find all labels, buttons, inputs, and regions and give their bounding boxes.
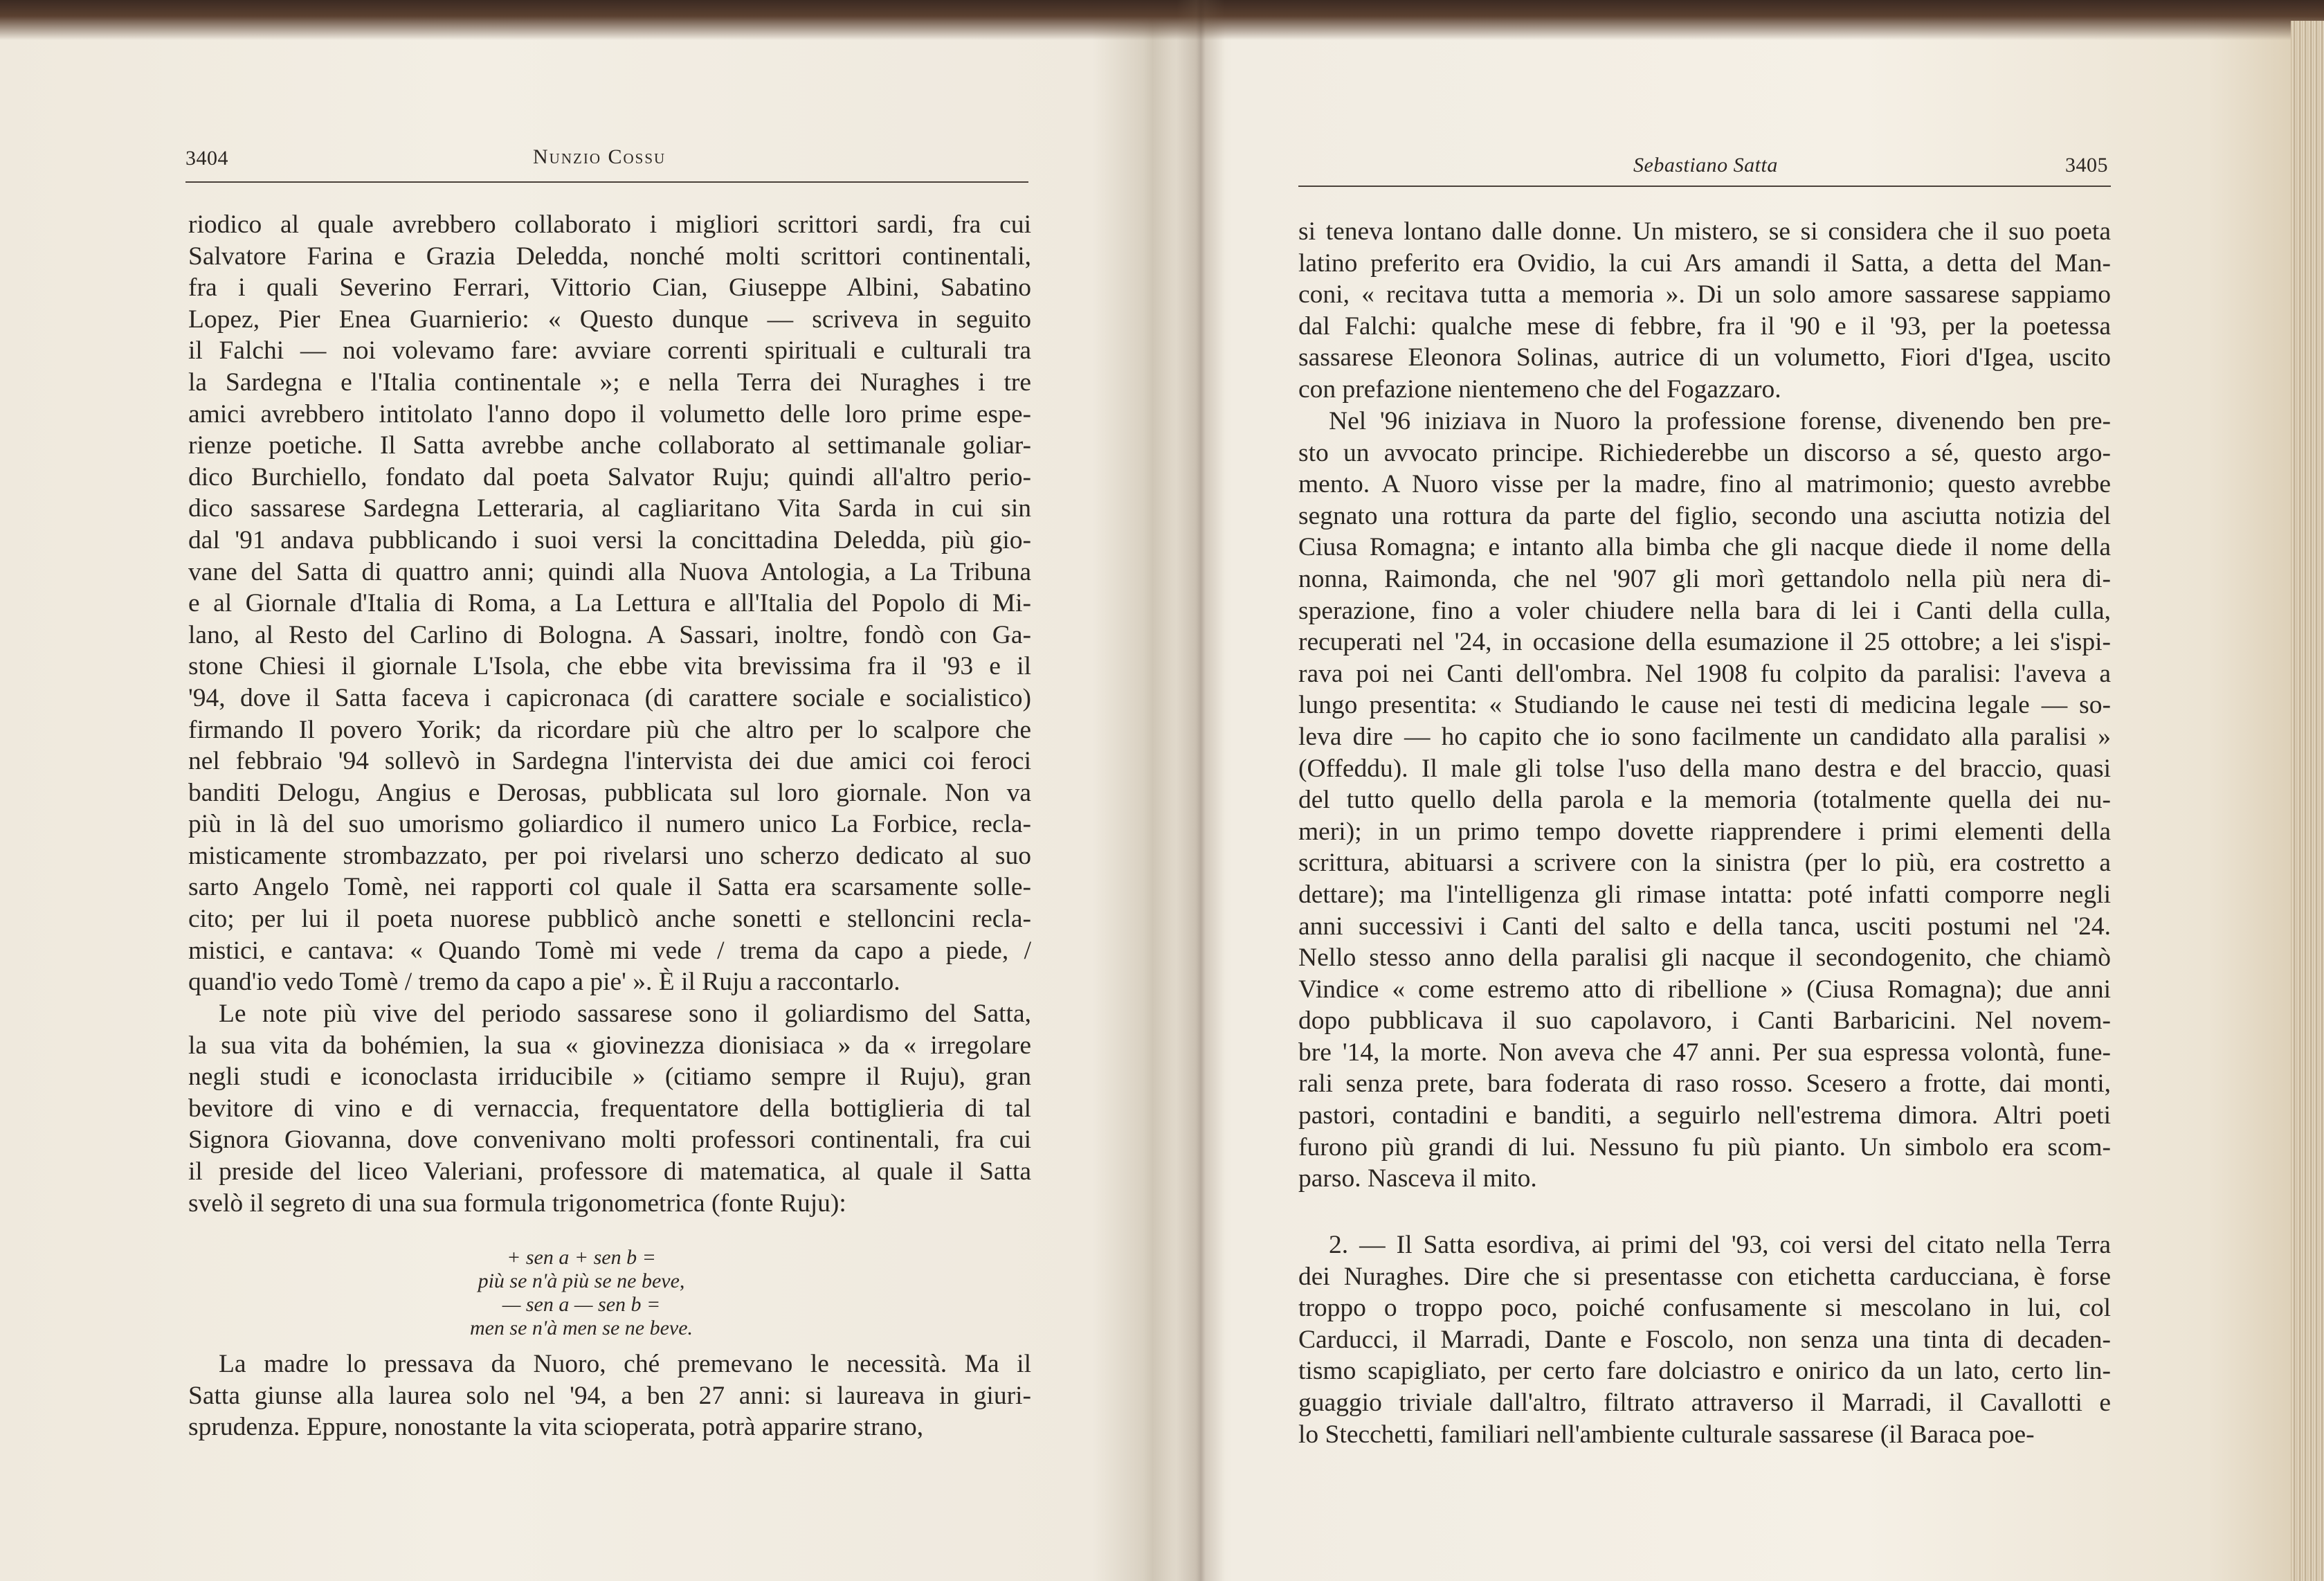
text-line: (Offeddu). Il male gli tolse l'uso della mano destra e del braccio, quasi xyxy=(1298,754,2111,783)
right-paragraph-2 xyxy=(1298,406,2111,1195)
text-line: scrittura, abituarsi a scrivere con la sinistra (per lo più, era costretto a xyxy=(1298,849,2111,878)
text-line: Le note più vive del periodo sassarese sono il goliardismo del Satta, xyxy=(219,1000,1031,1028)
left-running-head: Nunzio Cossu xyxy=(533,145,666,168)
text-line: la sua vita da bohémien, la sua « giovinezza dionisiaca » da « irregolare xyxy=(188,1031,1031,1060)
text-line: lo Stecchetti, familiari nell'ambiente culturale sassarese (il Baraca poe- xyxy=(1298,1420,2035,1449)
text-line: bevitore di vino e di vernaccia, frequentatore della bottiglieria di tal xyxy=(188,1094,1031,1123)
text-line: anni successivi i Canti del salto e della tanca, usciti postumi nel '24. xyxy=(1298,912,2111,941)
text-line: rava poi nei Canti dell'ombra. Nel 1908 fu colpito da paralisi: l'aveva a xyxy=(1298,659,2111,688)
text-line: meri); in un primo tempo dovette riapprendere i primi elementi della xyxy=(1298,817,2111,846)
text-line: parso. Nasceva il mito. xyxy=(1298,1164,1537,1193)
text-line: nonna, Raimonda, che nel '907 gli morì gettandolo nella più nera di- xyxy=(1298,564,2111,593)
formula-line: men se n'à men se ne beve. xyxy=(469,1317,693,1339)
text-line: tismo scapigliato, per certo fare dolciastro e onirico da un lato, certo lin- xyxy=(1298,1357,2111,1386)
right-paragraph-1 xyxy=(1298,216,2111,406)
text-line: dopo pubblicava il suo capolavoro, i Canti Barbaricini. Nel novem- xyxy=(1298,1006,2111,1036)
formula-line: — sen a — sen b = xyxy=(502,1293,661,1316)
formula-line: più se n'à più se ne beve, xyxy=(478,1270,685,1292)
text-line: dei Nuraghes. Dire che si presentasse con etichetta carducciana, è forse xyxy=(1298,1262,2111,1291)
text-line: cito; per lui il poeta nuorese pubblicò anche sonetti e stelloncini recla- xyxy=(188,905,1031,934)
text-line: leva dire — ho capito che io sono facilmente un candidato alla paralisi » xyxy=(1298,722,2111,751)
text-line: segnato una rottura da parte del figlio, secondo una asciutta notizia del xyxy=(1298,501,2111,530)
text-line: rali senza prete, bara foderata di raso rosso. Scesero a frotte, dai monti, xyxy=(1298,1069,2111,1099)
text-line: guaggio triviale dall'altro, filtrato attraverso il Marradi, il Cavallotti e xyxy=(1298,1388,2111,1417)
text-line: fra i quali Severino Ferrari, Vittorio Cian, Giuseppe Albini, Sabatino xyxy=(188,273,1031,302)
right-page-number: 3405 xyxy=(2065,154,2108,177)
text-line: riodico al quale avrebbero collaborato i migliori scrittori sardi, fra cui xyxy=(188,210,1031,239)
text-line: sperazione, fino a voler chiudere nella bara di lei i Canti della culla, xyxy=(1298,596,2111,625)
text-line: si teneva lontano dalle donne. Un mistero, se si considera che il suo poeta xyxy=(1298,217,2111,246)
text-line: svelò il segreto di una sua formula trigonometrica (fonte Ruju): xyxy=(188,1189,846,1218)
text-line: e al Giornale d'Italia di Roma, a La Lettura e all'Italia del Popolo di Mi- xyxy=(188,589,1031,618)
text-line: il Falchi — noi volevamo fare: avviare correnti spirituali e culturali tra xyxy=(188,336,1031,365)
text-line: furono più grandi di lui. Nessuno fu più pianto. Un simbolo era scom- xyxy=(1298,1132,2111,1162)
text-line: mistici, e cantava: « Quando Tomè mi vede / trema da capo a piede, / xyxy=(188,936,1031,965)
text-line: banditi Delogu, Angius e Derosas, pubblicata sul loro giornale. Non va xyxy=(188,778,1031,807)
text-line: troppo o troppo poco, poiché confusamente si mescolano in lui, col xyxy=(1298,1294,2111,1323)
text-line: vane del Satta di quattro anni; quindi alla Nuova Antologia, a La Tribuna xyxy=(188,557,1031,586)
text-line: Vindice « come estremo atto di ribellione » (Ciusa Romagna); due anni xyxy=(1298,975,2111,1004)
text-line: Salvatore Farina e Grazia Deledda, nonché molti scrittori continentali, xyxy=(188,242,1031,271)
text-line: dico Burchiello, fondato dal poeta Salvator Ruju; quindi all'altro perio- xyxy=(188,462,1031,491)
text-line: sprudenza. Eppure, nonostante la vita scioperata, potrà apparire strano, xyxy=(188,1413,924,1442)
left-paragraph-3 xyxy=(188,1348,1031,1443)
text-line: pastori, contadini e banditi, a seguirlo nell'estrema dimora. Altri poeti xyxy=(1298,1101,2111,1130)
text-line: recuperati nel '24, in occasione della esumazione il 25 ottobre; a lei s'ispi- xyxy=(1298,628,2111,657)
left-paragraph-2 xyxy=(188,998,1031,1219)
text-line: nel febbraio '94 sollevò in Sardegna l'intervista dei due amici coi feroci xyxy=(188,747,1031,776)
text-line: negli studi e iconoclasta irriducibile » (citiamo sempre il Ruju), gran xyxy=(188,1063,1031,1092)
left-page-number: 3404 xyxy=(185,147,228,170)
right-header-rule xyxy=(1298,186,2111,187)
text-line: Lopez, Pier Enea Guarnierio: « Questo dunque — scriveva in seguito xyxy=(188,305,1031,334)
text-line: Satta giunse alla laurea solo nel '94, a ben 27 anni: si laureava in giuri- xyxy=(188,1381,1031,1410)
text-line: sto un avvocato principe. Richiederebbe un discorso a sé, questo argo- xyxy=(1298,438,2111,467)
text-line: coni, « recitava tutta a memoria ». Di un solo amore sassarese sappiamo xyxy=(1298,280,2111,309)
text-line: quand'io vedo Tomè / tremo da capo a pie' ». È il Ruju a raccontarlo. xyxy=(188,968,900,997)
text-line: La madre lo pressava da Nuoro, ché premevano le necessità. Ma il xyxy=(219,1350,1031,1378)
text-line: stone Chiesi il giornale L'Isola, che ebbe vita brevissima fra il '93 e il xyxy=(188,652,1031,681)
text-line: Ciusa Romagna; e intanto alla bimba che gli nacque diede il nome della xyxy=(1298,533,2111,562)
text-line: rienze poetiche. Il Satta avrebbe anche collaborato al settimanale goliar- xyxy=(188,431,1031,460)
text-line: latino preferito era Ovidio, la cui Ars amandi il Satta, a detta del Man- xyxy=(1298,249,2111,278)
trig-formula xyxy=(388,1246,775,1340)
left-header-rule xyxy=(185,181,1028,183)
book-spine xyxy=(1177,0,1225,1581)
text-line: la Sardegna e l'Italia continentale »; e nella Terra dei Nuraghes i tre xyxy=(188,368,1031,397)
text-line: '94, dove il Satta faceva i capicronaca (di carattere sociale e socialistico) xyxy=(188,683,1031,712)
text-line: misticamente strombazzato, per poi rivelarsi uno scherzo dedicato al suo xyxy=(188,841,1031,870)
right-paragraph-3 xyxy=(1298,1229,2111,1450)
text-line: amici avrebbero intitolato l'anno dopo il volumetto delle loro prime espe- xyxy=(188,399,1031,428)
formula-line: + sen a + sen b = xyxy=(507,1246,656,1269)
text-line: Nello stesso anno della paralisi gli nacque il secondogenito, che chiamò xyxy=(1298,943,2111,973)
text-line: dal Falchi: qualche mese di febbre, fra il '90 e il '93, per la poetessa xyxy=(1298,311,2111,341)
right-running-head: Sebastiano Satta xyxy=(1633,154,1778,177)
text-line: con prefazione nientemeno che del Fogazzaro. xyxy=(1298,374,1781,404)
text-line: più in là del suo umorismo goliardico il numero unico La Forbice, recla- xyxy=(188,810,1031,839)
text-line: Signora Giovanna, dove convenivano molti professori continentali, fra cui xyxy=(188,1126,1031,1155)
text-line: dal '91 andava pubblicando i suoi versi la concittadina Deledda, più gio- xyxy=(188,525,1031,554)
text-line: firmando Il povero Yorik; da ricordare più che altro per lo scalpore che xyxy=(188,715,1031,744)
text-line: dico sassarese Sardegna Letteraria, al cagliaritano Vita Sarda in cui sin xyxy=(188,494,1031,523)
text-line: mento. A Nuoro visse per la madre, fino al matrimonio; questo avrebbe xyxy=(1298,470,2111,499)
text-line: sarto Angelo Tomè, nei rapporti col quale il Satta era scarsamente solle- xyxy=(188,873,1031,902)
text-line: sassarese Eleonora Solinas, autrice di un volumetto, Fiori d'Igea, uscito xyxy=(1298,343,2111,372)
text-line: lungo presentita: « Studiando le cause nei testi di medicina legale — so- xyxy=(1298,691,2111,720)
left-paragraph-1 xyxy=(188,209,1031,998)
text-line: Carducci, il Marradi, Dante e Foscolo, non senza una tinta di decaden- xyxy=(1298,1325,2111,1354)
text-line: dettare); ma l'intelligenza gli rimase intatta: poté infatti comporre negli xyxy=(1298,880,2111,909)
text-line: il preside del liceo Valeriani, professore di matematica, al quale il Satta xyxy=(188,1157,1031,1186)
text-line: lano, al Resto del Carlino di Bologna. A Sassari, inoltre, fondò con Ga- xyxy=(188,620,1031,649)
text-line: Nel '96 iniziava in Nuoro la professione forense, divenendo ben pre- xyxy=(1329,407,2111,435)
binding-shadow xyxy=(0,0,2324,40)
text-line: del tutto quello della parola e la memoria (totalmente quella dei nu- xyxy=(1298,786,2111,815)
page-edges xyxy=(2291,21,2324,1581)
text-line: 2. — Il Satta esordiva, ai primi del '93, coi versi del citato nella Terra xyxy=(1329,1231,2111,1259)
text-line: bre '14, la morte. Non aveva che 47 anni. Per sua espressa volontà, fune- xyxy=(1298,1038,2111,1067)
